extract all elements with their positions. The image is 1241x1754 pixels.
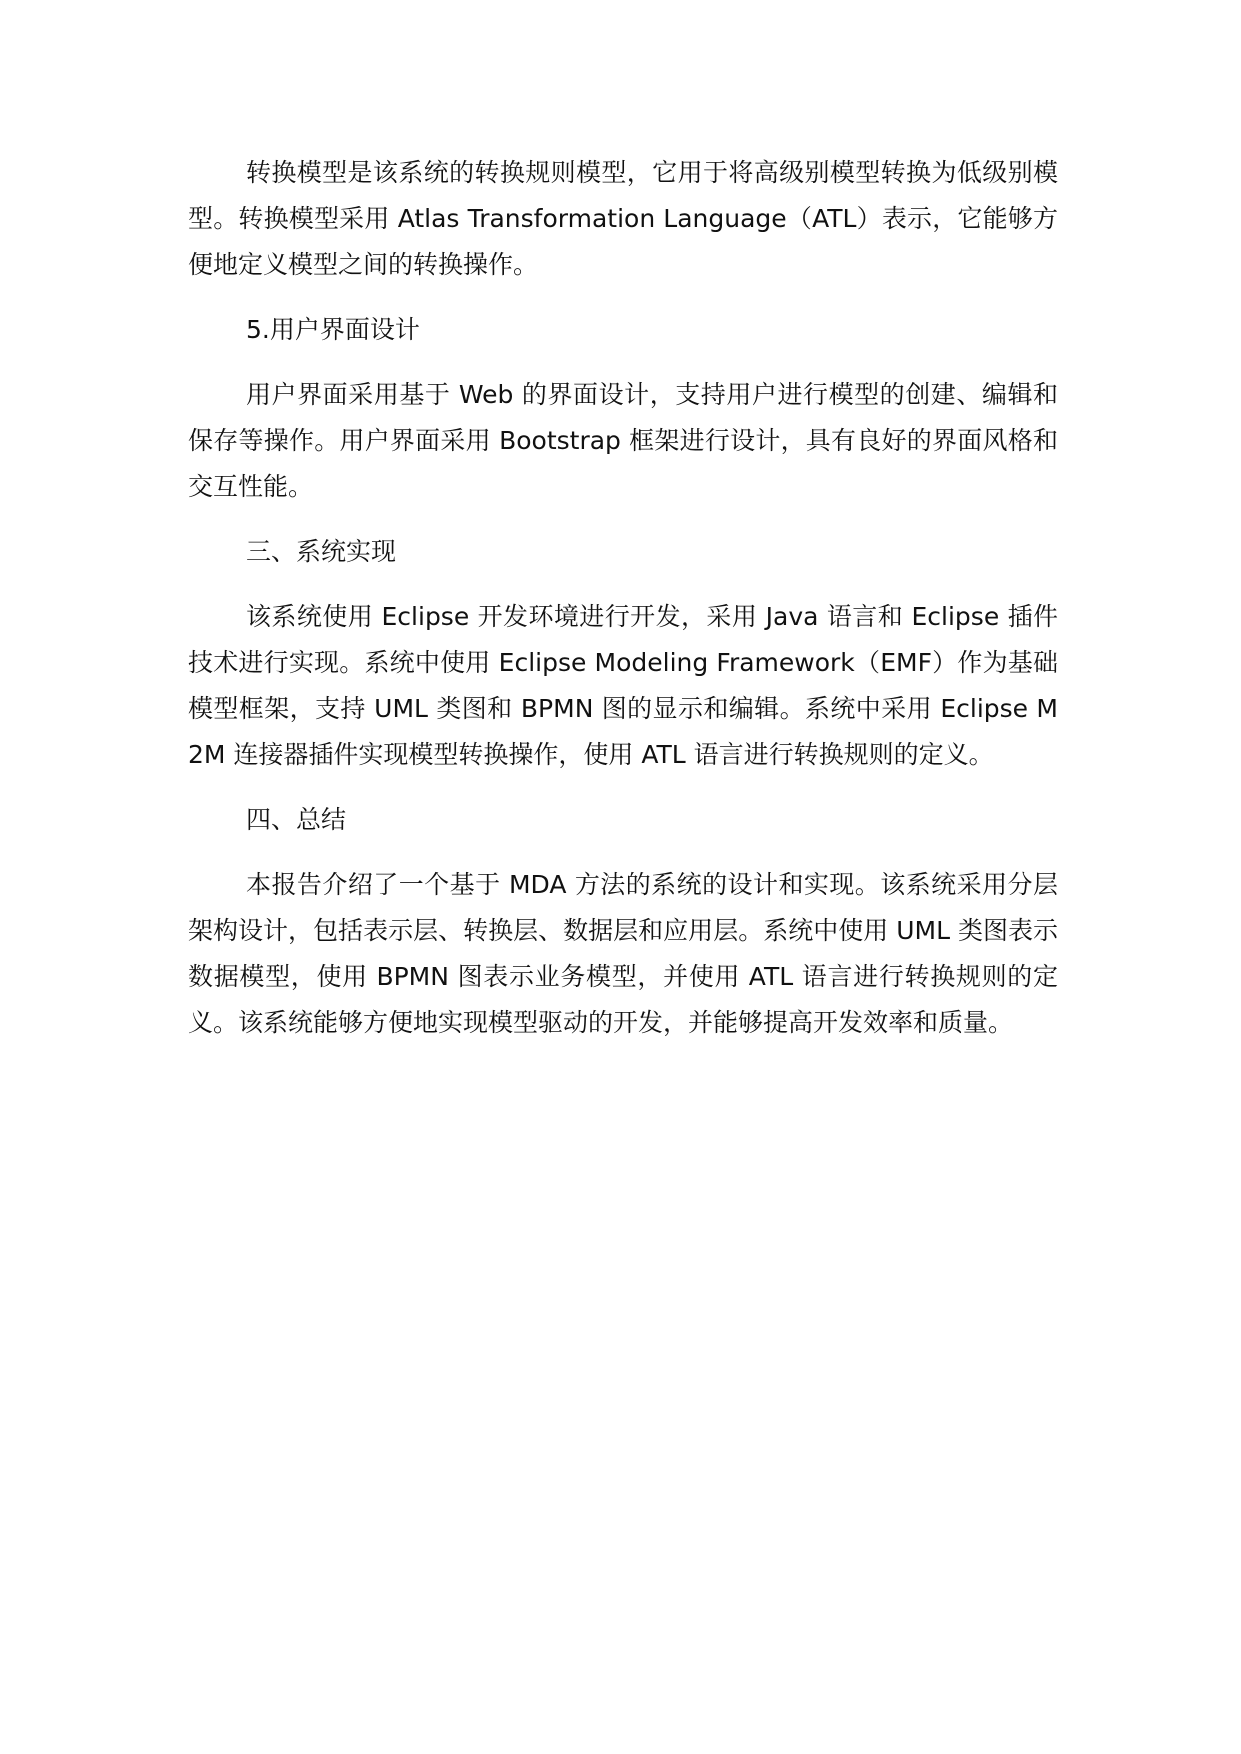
paragraph-transformation-model: 转换模型是该系统的转换规则模型，它用于将高级别模型转换为低级别模型。转换模型采用 Atlas Transformation Language（ATL）表示，它能够方便地定义模型之间的转换操作。 [188, 158, 1058, 279]
document-page [188, 150, 1058, 1065]
section-heading-summary: 四、总结 [246, 805, 347, 834]
section-heading-ui-design: 5.用户界面设计 [246, 315, 420, 344]
section-heading-implementation: 三、系统实现 [246, 537, 397, 566]
paragraph-ui-design: 用户界面采用基于 Web 的界面设计，支持用户进行模型的创建、编辑和保存等操作。用户界面采用 Bootstrap 框架进行设计，具有良好的界面风格和交互性能。 [188, 380, 1058, 501]
paragraph-implementation: 该系统使用 Eclipse 开发环境进行开发，采用 Java 语言和 Eclipse 插件技术进行实现。系统中使用 Eclipse Modeling Framework（EMF）作为基础模型框架，支持 UML 类图和 BPMN 图的显示和编辑。系统中采用 Eclipse M2M 连接器插件实现模型转换操作，使用 ATL 语言进行转换规则的定义。 [188, 602, 1058, 769]
paragraph-summary: 本报告介绍了一个基于 MDA 方法的系统的设计和实现。该系统采用分层架构设计，包括表示层、转换层、数据层和应用层。系统中使用 UML 类图表示数据模型，使用 BPMN 图表示业务模型，并使用 ATL 语言进行转换规则的定义。该系统能够方便地实现模型驱动的开发，并能够提高开发效率和质量。 [188, 870, 1058, 1037]
